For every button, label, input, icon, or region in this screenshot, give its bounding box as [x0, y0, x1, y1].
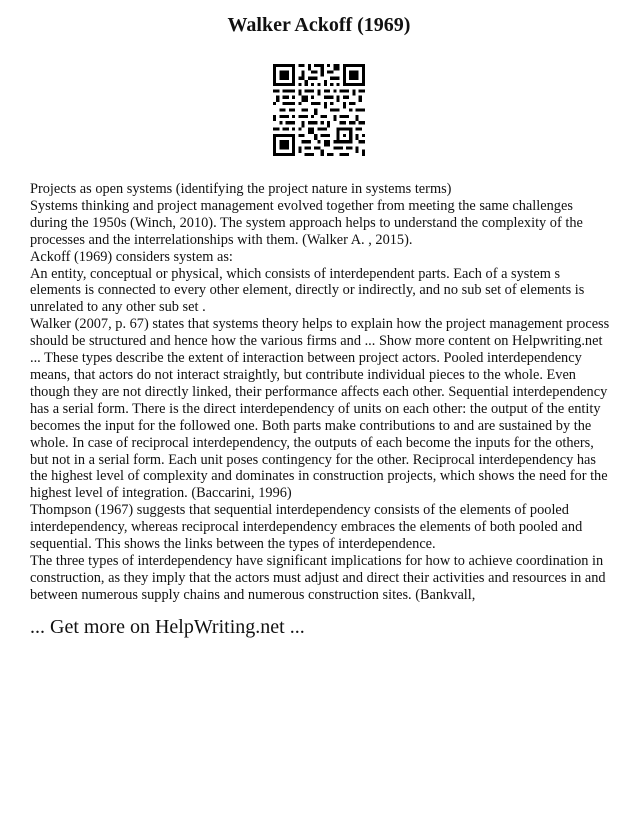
paragraph: Walker (2007, p. 67) states that systems theory helps to explain how the project management process should be structured and hence how the various firms and ... Show more content on Helpwriting.net ... These types describe the extent of interaction between project actors. Pooled interdependency means, that actors do not interact straightly, but contribute individual pieces to the whole. Even though they are not directly linked, their performance affects each other. Sequential interdependency has a serial form. There is the direct interdependency of units on each other: the output of the entity becomes the input for the followed one. Both parts make contributions to and are sustained by the whole. In case of reciprocal interdependency, the outputs of each become the inputs for the others, but not in a serial form. Each unit poses contingency for the other. Reciprocal interdependency has the highest level of complexity and dominates in construction projects, which shows the need for the highest level of integration. (Baccarini, 1996)	[30, 316, 610, 502]
page-title: Walker Ackoff (1969)	[227, 14, 411, 36]
paragraph: Ackoff (1969) considers system as:	[30, 248, 233, 265]
paragraph: The three types of interdependency have significant implications for how to achieve coordination in construction, as they imply that the actors must adjust and direct their activities and resources in and between numerous supply chains and numerous construction sites. (Bankvall,	[30, 552, 606, 603]
qr-code-icon[interactable]	[273, 64, 365, 156]
paragraph: An entity, conceptual or physical, which consists of interdependent parts. Each of a system s elements is connected to every other element, directly or indirectly, and no sub set of elements is unrelated to any other sub set .	[30, 265, 585, 316]
get-more-link[interactable]: ... Get more on HelpWriting.net ...	[30, 616, 305, 638]
article-body	[30, 181, 612, 604]
paragraph: Projects as open systems (identifying the project nature in systems terms)	[30, 181, 452, 197]
paragraph: Thompson (1967) suggests that sequential interdependency consists of the elements of pooled interdependency, whereas reciprocal interdependency embraces the elements of both pooled and sequential. This shows the links between the types of interdependence.	[30, 502, 583, 553]
paragraph: Systems thinking and project management evolved together from meeting the same challenges during the 1950s (Winch, 2010). The system approach helps to understand the complexity of the processes and the interrelationships with them. (Walker A. , 2015).	[30, 197, 583, 248]
